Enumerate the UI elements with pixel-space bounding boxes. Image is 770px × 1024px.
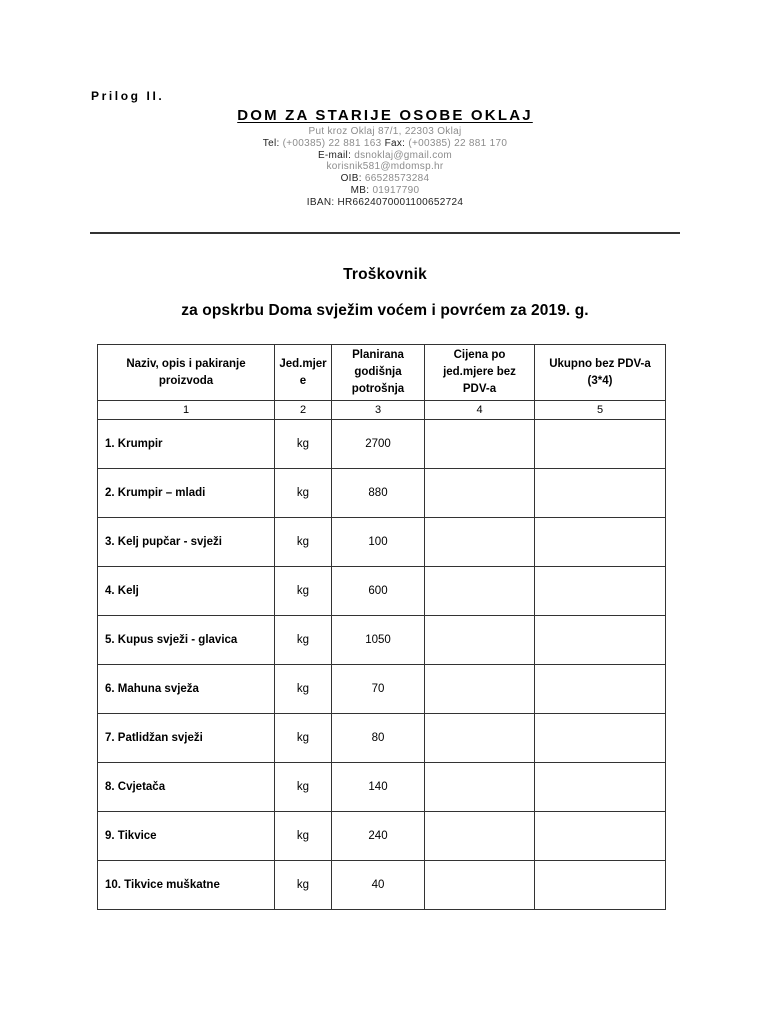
table-row bbox=[98, 469, 666, 518]
total-cell[interactable] bbox=[535, 763, 666, 812]
product-name-cell: 8. Cvjetača bbox=[98, 763, 275, 812]
fax-label: Fax: bbox=[384, 137, 406, 149]
unit-price-cell[interactable] bbox=[425, 763, 535, 812]
email2-line bbox=[0, 161, 770, 173]
oib-value: 66528573284 bbox=[364, 173, 430, 185]
quantity-cell: 600 bbox=[332, 567, 425, 616]
unit-price-cell[interactable] bbox=[425, 420, 535, 469]
unit-price-cell[interactable] bbox=[425, 714, 535, 763]
email-line bbox=[0, 150, 770, 162]
total-cell[interactable] bbox=[535, 518, 666, 567]
product-name-cell: 6. Mahuna svježa bbox=[98, 665, 275, 714]
oib-line bbox=[0, 173, 770, 185]
organization-name: DOM ZA STARIJE OSOBE OKLAJ bbox=[237, 107, 533, 124]
unit-price-cell[interactable] bbox=[425, 567, 535, 616]
header-total: Ukupno bez PDV-a (3*4) bbox=[535, 345, 666, 401]
unit-cell: kg bbox=[275, 518, 332, 567]
product-name-cell: 3. Kelj pupčar - svježi bbox=[98, 518, 275, 567]
unit-price-cell[interactable] bbox=[425, 861, 535, 910]
email-label: E-mail: bbox=[317, 149, 352, 161]
unit-cell: kg bbox=[275, 714, 332, 763]
column-number: 2 bbox=[275, 401, 332, 420]
quantity-cell: 70 bbox=[332, 665, 425, 714]
table-row bbox=[98, 567, 666, 616]
table-row bbox=[98, 812, 666, 861]
header-product: Naziv, opis i pakiranje proizvoda bbox=[98, 345, 275, 401]
product-name-cell: 1. Krumpir bbox=[98, 420, 275, 469]
product-name-cell: 5. Kupus svježi - glavica bbox=[98, 616, 275, 665]
letterhead bbox=[0, 106, 770, 209]
unit-cell: kg bbox=[275, 469, 332, 518]
total-cell[interactable] bbox=[535, 567, 666, 616]
unit-cell: kg bbox=[275, 812, 332, 861]
iban-value: HR6624070001100652724 bbox=[337, 196, 464, 208]
column-number: 1 bbox=[98, 401, 275, 420]
unit-cell: kg bbox=[275, 567, 332, 616]
unit-price-cell[interactable] bbox=[425, 469, 535, 518]
mb-label: MB: bbox=[350, 184, 370, 196]
quantity-cell: 40 bbox=[332, 861, 425, 910]
oib-label: OIB: bbox=[340, 173, 362, 185]
table-row bbox=[98, 665, 666, 714]
tel-value: (+00385) 22 881 163 bbox=[282, 137, 382, 149]
column-number: 3 bbox=[332, 401, 425, 420]
product-name-cell: 7. Patlidžan svježi bbox=[98, 714, 275, 763]
quantity-cell: 80 bbox=[332, 714, 425, 763]
iban-label: IBAN: bbox=[306, 196, 335, 208]
total-cell[interactable] bbox=[535, 812, 666, 861]
total-cell[interactable] bbox=[535, 714, 666, 763]
unit-cell: kg bbox=[275, 616, 332, 665]
unit-price-cell[interactable] bbox=[425, 518, 535, 567]
document-title: Troškovnik bbox=[343, 266, 427, 283]
phone-line bbox=[0, 138, 770, 150]
header-unit: Jed.mjere bbox=[275, 345, 332, 401]
quantity-cell: 140 bbox=[332, 763, 425, 812]
fax-value: (+00385) 22 881 170 bbox=[408, 137, 508, 149]
header-unit-price: Cijena po jed.mjere bez PDV-a bbox=[425, 345, 535, 401]
unit-price-cell[interactable] bbox=[425, 665, 535, 714]
unit-cell: kg bbox=[275, 420, 332, 469]
header-divider bbox=[90, 232, 680, 234]
iban-line bbox=[0, 197, 770, 209]
table-row bbox=[98, 616, 666, 665]
address: Put kroz Oklaj 87/1, 22303 Oklaj bbox=[308, 126, 462, 137]
email-link[interactable]: dsnoklaj@gmail.com bbox=[354, 149, 453, 161]
total-cell[interactable] bbox=[535, 861, 666, 910]
quantity-cell: 240 bbox=[332, 812, 425, 861]
mb-value: 01917790 bbox=[372, 184, 420, 196]
total-cell[interactable] bbox=[535, 616, 666, 665]
product-name-cell: 2. Krumpir – mladi bbox=[98, 469, 275, 518]
unit-cell: kg bbox=[275, 861, 332, 910]
column-number: 4 bbox=[425, 401, 535, 420]
quantity-cell: 1050 bbox=[332, 616, 425, 665]
table-header-row bbox=[98, 345, 666, 401]
quantity-cell: 880 bbox=[332, 469, 425, 518]
quantity-cell: 100 bbox=[332, 518, 425, 567]
table-row bbox=[98, 518, 666, 567]
unit-cell: kg bbox=[275, 763, 332, 812]
tel-label: Tel: bbox=[262, 137, 280, 149]
total-cell[interactable] bbox=[535, 665, 666, 714]
cost-table bbox=[97, 344, 666, 910]
document-subtitle: za opskrbu Doma svježim voćem i povrćem za 2019. g. bbox=[181, 302, 589, 319]
email2-link[interactable]: korisnik581@mdomsp.hr bbox=[326, 161, 444, 173]
table-row bbox=[98, 714, 666, 763]
total-cell[interactable] bbox=[535, 469, 666, 518]
table-row bbox=[98, 420, 666, 469]
address-line bbox=[0, 126, 770, 138]
column-number: 5 bbox=[535, 401, 666, 420]
table-row bbox=[98, 861, 666, 910]
table-row bbox=[98, 763, 666, 812]
quantity-cell: 2700 bbox=[332, 420, 425, 469]
total-cell[interactable] bbox=[535, 420, 666, 469]
header-quantity: Planirana godišnja potrošnja bbox=[332, 345, 425, 401]
annex-label: Prilog II. bbox=[91, 89, 165, 103]
product-name-cell: 10. Tikvice muškatne bbox=[98, 861, 275, 910]
unit-price-cell[interactable] bbox=[425, 812, 535, 861]
unit-price-cell[interactable] bbox=[425, 616, 535, 665]
column-number-row bbox=[98, 401, 666, 420]
mb-line bbox=[0, 185, 770, 197]
unit-cell: kg bbox=[275, 665, 332, 714]
product-name-cell: 9. Tikvice bbox=[98, 812, 275, 861]
product-name-cell: 4. Kelj bbox=[98, 567, 275, 616]
